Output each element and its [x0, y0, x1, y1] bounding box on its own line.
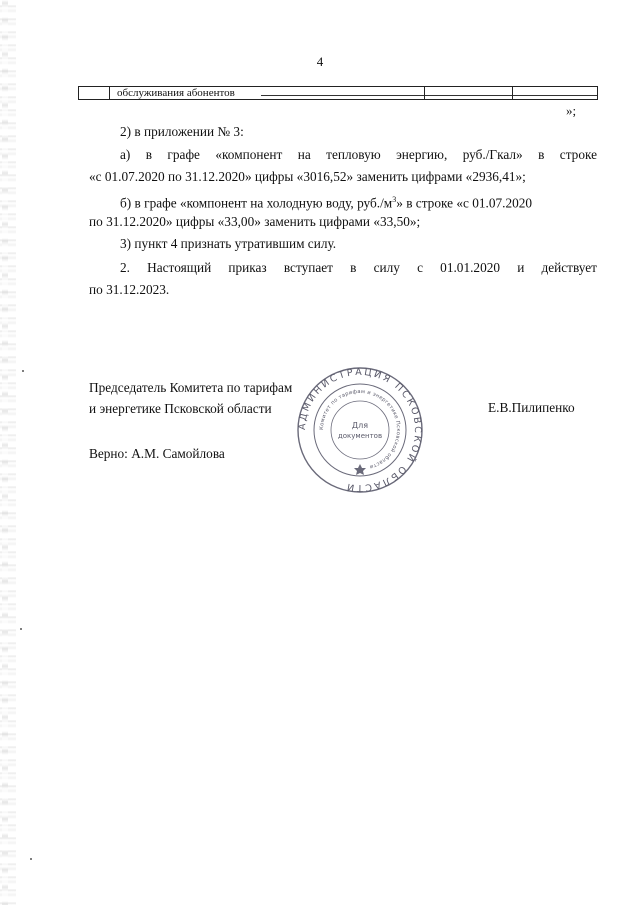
- superscript-3: 3: [392, 195, 397, 204]
- table-divider: [109, 86, 110, 100]
- signatory-name: Е.В.Пилипенко: [488, 400, 575, 415]
- seal-center-line1: Для: [351, 421, 369, 430]
- seal-star-icon: [354, 464, 366, 475]
- paragraph-b-text-end: » в строке «с 01.07.2020: [396, 195, 533, 211]
- paragraph-b-line2: по 31.12.2020» цифры «33,00» заменить цифрами «33,50»;: [89, 214, 421, 229]
- official-seal: [296, 366, 424, 494]
- table-divider: [512, 86, 513, 100]
- paragraph-a-line2: «с 01.07.2020 по 31.12.2020» цифры «3016,52» заменить цифрами «2936,41»;: [89, 169, 526, 184]
- table-divider: [424, 86, 425, 100]
- scan-speck: [20, 628, 22, 630]
- verified-by: Верно: А.М. Самойлова: [89, 446, 225, 461]
- scan-speck: [22, 370, 24, 372]
- seal-center-line2: документов: [337, 432, 383, 440]
- page-number: 4: [316, 54, 324, 69]
- signatory-title-line2: и энергетике Псковской области: [89, 401, 272, 416]
- paragraph-effective-line1: 2. Настоящий приказ вступает в силу с 01.01.2020 и действует: [120, 260, 597, 275]
- paragraph-a-line1: а) в графе «компонент на тепловую энергию, руб./Гкал» в строке: [120, 147, 597, 162]
- table-cell-text: обслуживания абонентов: [117, 87, 235, 99]
- paragraph-item-3: 3) пункт 4 признать утратившим силу.: [120, 236, 337, 251]
- scan-edge-artifact: [2, 0, 8, 905]
- seal-inner-text: Комитет по тарифам и энергетике Псковской области: [318, 388, 402, 470]
- table-underline: [261, 95, 597, 96]
- signatory-title-line1: Председатель Комитета по тарифам: [89, 380, 293, 395]
- seal-outer-text: АДМИНИСТРАЦИЯ ПСКОВСКОЙ ОБЛАСТИ: [296, 366, 424, 494]
- closing-quote: »;: [566, 103, 577, 118]
- paragraph-appendix-3: 2) в приложении № 3:: [120, 124, 244, 139]
- paragraph-b-text: б) в графе «компонент на холодную воду, руб./м: [120, 195, 393, 211]
- paragraph-effective-line2: по 31.12.2023.: [89, 282, 170, 297]
- scan-speck: [30, 858, 32, 860]
- table-fragment-row: [78, 86, 598, 100]
